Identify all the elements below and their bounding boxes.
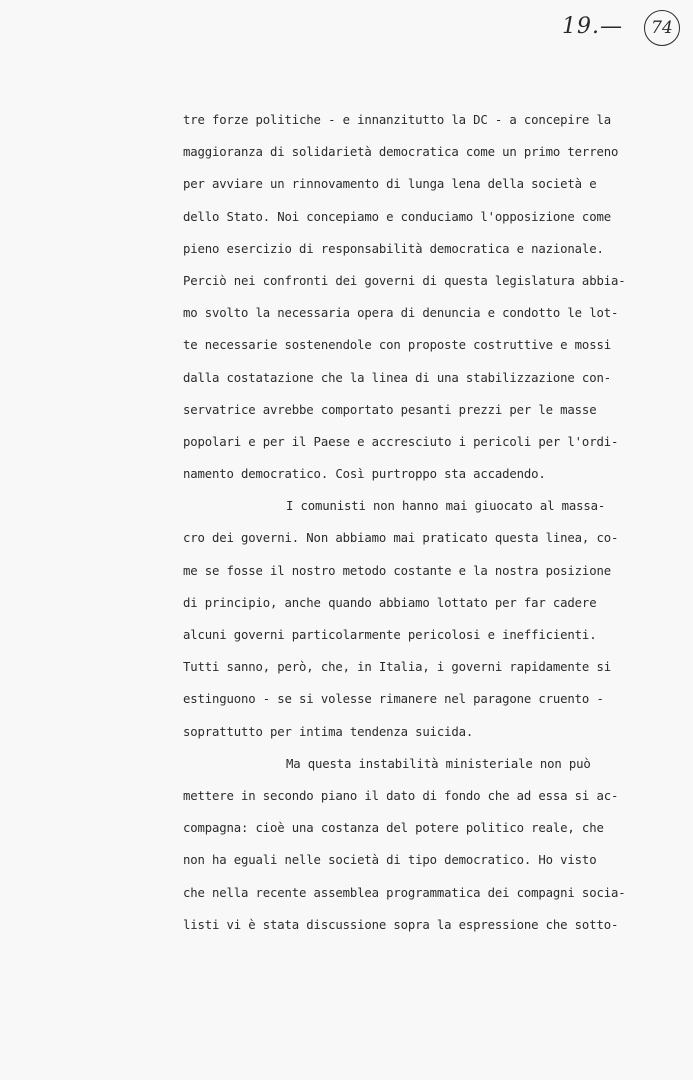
text-line: mo svolto la necessaria opera di denuncia e condotto le lot- [183, 306, 619, 321]
circled-page-number-text: 74 [651, 18, 673, 38]
handwritten-page-number: 19.— [562, 14, 623, 39]
text-line: pieno esercizio di responsabilità democratica e nazionale. [183, 241, 604, 256]
text-line: te necessarie sostenendole con proposte costruttive e mossi [183, 338, 611, 353]
text-line: Tutti sanno, però, che, in Italia, i governi rapidamente si [183, 660, 611, 675]
text-line: servatrice avrebbe comportato pesanti prezzi per le masse [183, 402, 597, 417]
text-line: Perciò nei confronti dei governi di questa legislatura abbia- [183, 273, 626, 288]
text-line: non ha eguali nelle società di tipo democratico. Ho visto [183, 853, 597, 868]
text-line: me se fosse il nostro metodo costante e la nostra posizione [183, 563, 611, 578]
text-line: che nella recente assemblea programmatica dei compagni socia- [183, 885, 626, 900]
text-line: estinguono - se si volesse rimanere nel paragone cruento - [183, 692, 604, 707]
text-line: per avviare un rinnovamento di lunga lena della società e [183, 177, 597, 192]
text-line: listi vi è stata discussione sopra la espressione che sotto- [183, 917, 619, 932]
text-line: maggioranza di solidarietà democratica come un primo terreno [183, 145, 619, 160]
text-line: compagna: cioè una costanza del potere politico reale, che [183, 821, 604, 836]
text-line: mettere in secondo piano il dato di fondo che ad essa si ac- [183, 788, 619, 803]
text-line: dello Stato. Noi concepiamo e conduciamo l'opposizione come [183, 209, 611, 224]
body-text [183, 104, 626, 941]
circled-page-number [644, 10, 680, 46]
text-line: tre forze politiche - e innanzitutto la DC - a concepire la [183, 113, 611, 127]
text-line: soprattutto per intima tendenza suicida. [183, 724, 474, 739]
text-line: alcuni governi particolarmente pericolosi e inefficienti. [183, 628, 597, 642]
text-line: di principio, anche quando abbiamo lottato per far cadere [183, 595, 597, 610]
paragraph-start-line: I comunisti non hanno mai giuocato al massa- [286, 499, 606, 514]
text-line: popolari e per il Paese e accresciuto i pericoli per l'ordi- [183, 434, 619, 449]
text-line: dalla costatazione che la linea di una stabilizzazione con- [183, 370, 611, 385]
text-line: cro dei governi. Non abbiamo mai praticato questa linea, co- [183, 531, 619, 546]
paragraph-start-line: Ma questa instabilità ministeriale non può [286, 756, 591, 771]
text-line: namento democratico. Così purtroppo sta accadendo. [183, 467, 546, 482]
